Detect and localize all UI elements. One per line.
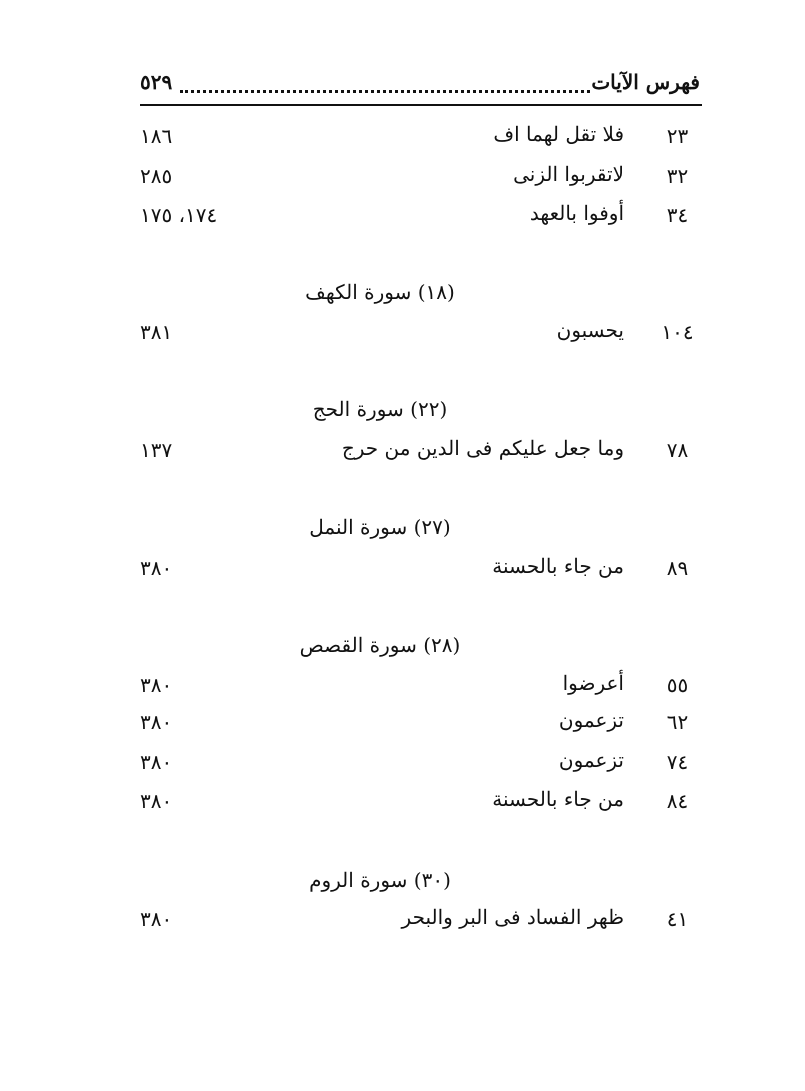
page-reference: ٢٨٥ [140, 164, 173, 188]
verse-number: ٢٣ [666, 124, 689, 148]
surah-heading [140, 868, 700, 892]
index-entry [140, 554, 700, 588]
verse-text: من جاء بالحسنة [492, 554, 624, 578]
page-reference: ٣٨١ [140, 320, 173, 344]
index-entry [140, 708, 700, 742]
surah-title: (٢٨) سورة القصص [299, 633, 461, 657]
verse-number: ٧٨ [666, 438, 689, 462]
verse-text: يحسبون [556, 318, 624, 342]
page-reference: ٣٨٠ [140, 789, 173, 813]
verse-number: ٣٤ [666, 203, 689, 227]
index-entry [140, 162, 700, 196]
header-title: فهرس الآيات [591, 70, 700, 94]
verse-number: ١٠٤ [661, 320, 694, 344]
index-entry [140, 122, 700, 156]
verse-text: وما جعل عليكم فى الدين من حرج [341, 436, 624, 460]
page-reference: ٣٨٠ [140, 556, 173, 580]
surah-heading [140, 397, 700, 421]
header-page-number: ٥٢٩ [140, 70, 173, 94]
verse-number: ٧٤ [666, 750, 689, 774]
verse-text: فلا تقل لهما اف [493, 122, 624, 146]
index-entry [140, 318, 700, 352]
index-entry [140, 905, 700, 939]
index-entry [140, 787, 700, 821]
surah-heading [140, 633, 700, 657]
verse-text: تزعمون [558, 708, 624, 732]
verse-text: لاتقربوا الزنى [513, 162, 624, 186]
verse-number: ٨٤ [666, 789, 689, 813]
verse-number: ٦٢ [666, 710, 689, 734]
running-header [140, 70, 700, 104]
page-reference: ٣٨٠ [140, 907, 173, 931]
index-entry [140, 201, 700, 235]
surah-heading [140, 515, 700, 539]
header-leader-dots [180, 78, 590, 93]
surah-title: (٢٢) سورة الحج [312, 397, 448, 421]
index-entry [140, 748, 700, 782]
verse-number: ٣٢ [666, 164, 689, 188]
verse-text: أوفوا بالعهد [529, 201, 624, 225]
verse-number: ٥٥ [666, 673, 689, 697]
page-reference: ١٧٤، ١٧٥ [140, 203, 218, 227]
verse-number: ٨٩ [666, 556, 689, 580]
surah-heading [140, 280, 700, 304]
verse-text: تزعمون [558, 748, 624, 772]
page-reference: ١٨٦ [140, 124, 173, 148]
verse-number: ٤١ [666, 907, 689, 931]
page-reference: ١٣٧ [140, 438, 173, 462]
page-reference: ٣٨٠ [140, 710, 173, 734]
verse-text: من جاء بالحسنة [492, 787, 624, 811]
page-reference: ٣٨٠ [140, 750, 173, 774]
surah-title: (٣٠) سورة الروم [309, 868, 451, 892]
verse-text: ظهر الفساد فى البر والبحر [401, 905, 624, 929]
page-reference: ٣٨٠ [140, 673, 173, 697]
surah-title: (١٨) سورة الكهف [305, 280, 455, 304]
surah-title: (٢٧) سورة النمل [309, 515, 451, 539]
header-rule [140, 104, 702, 106]
index-entry [140, 671, 700, 705]
index-entry [140, 436, 700, 470]
verse-text: أعرضوا [562, 671, 624, 695]
